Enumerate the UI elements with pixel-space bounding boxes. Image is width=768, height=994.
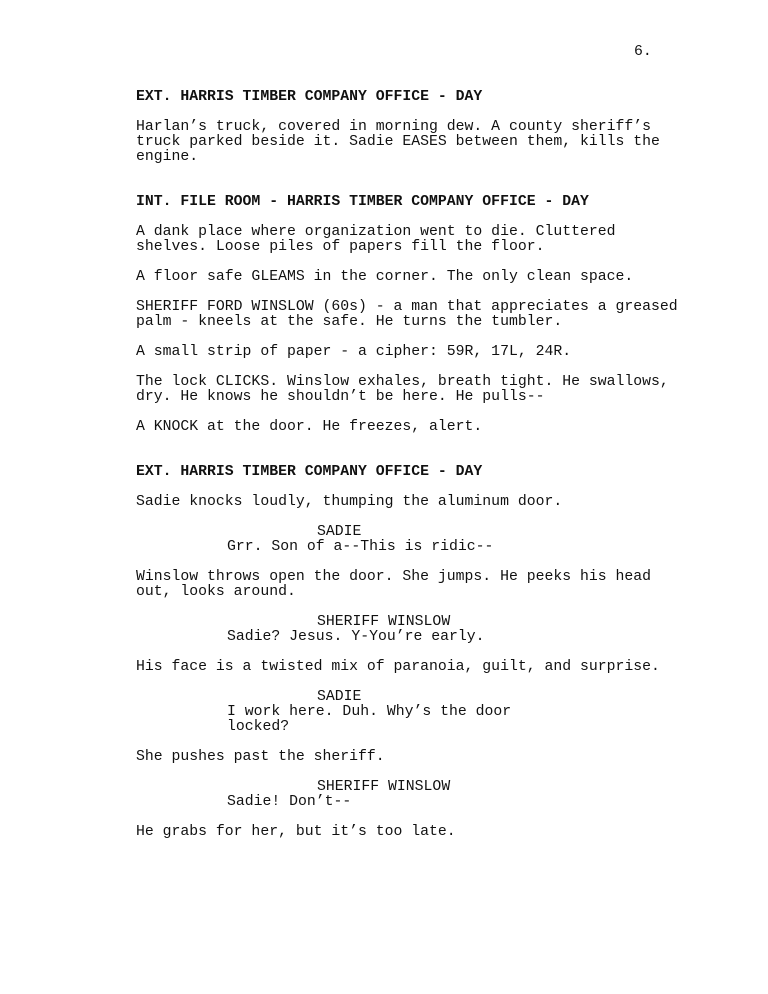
action-line: A KNOCK at the door. He freezes, alert.	[136, 419, 483, 435]
action-line: A dank place where organization went to die. Cluttered	[136, 224, 616, 240]
dialogue-line: Grr. Son of a--This is ridic--	[227, 539, 494, 555]
action-line: The lock CLICKS. Winslow exhales, breath tight. He swallows,	[136, 374, 669, 390]
character-name: SHERIFF WINSLOW	[317, 614, 451, 630]
action-line: A floor safe GLEAMS in the corner. The only clean space.	[136, 269, 634, 285]
action-line: SHERIFF FORD WINSLOW (60s) - a man that appreciates a greased	[136, 299, 678, 315]
dialogue-line: I work here. Duh. Why’s the door	[227, 704, 512, 720]
action-line: Sadie knocks loudly, thumping the aluminum door.	[136, 494, 563, 510]
character-name: SADIE	[317, 524, 362, 540]
scene-heading: EXT. HARRIS TIMBER COMPANY OFFICE - DAY	[136, 464, 483, 480]
action-line: His face is a twisted mix of paranoia, guilt, and surprise.	[136, 659, 660, 675]
character-name: SADIE	[317, 689, 362, 705]
action-line: truck parked beside it. Sadie EASES between them, kills the	[136, 134, 660, 150]
action-line: Harlan’s truck, covered in morning dew. A county sheriff’s	[136, 119, 652, 135]
action-line: shelves. Loose piles of papers fill the floor.	[136, 239, 545, 255]
dialogue-line: Sadie? Jesus. Y-You’re early.	[227, 629, 485, 645]
scene-heading: INT. FILE ROOM - HARRIS TIMBER COMPANY OFFICE - DAY	[136, 194, 589, 210]
action-line: palm - kneels at the safe. He turns the tumbler.	[136, 314, 563, 330]
page-number: 6.	[634, 44, 652, 60]
action-line: dry. He knows he shouldn’t be here. He pulls--	[136, 389, 545, 405]
scene-heading: EXT. HARRIS TIMBER COMPANY OFFICE - DAY	[136, 89, 483, 105]
character-name: SHERIFF WINSLOW	[317, 779, 451, 795]
action-line: out, looks around.	[136, 584, 296, 600]
action-line: engine.	[136, 149, 199, 165]
dialogue-line: locked?	[227, 719, 290, 735]
action-line: Winslow throws open the door. She jumps. He peeks his head	[136, 569, 652, 585]
action-line: She pushes past the sheriff.	[136, 749, 385, 765]
dialogue-line: Sadie! Don’t--	[227, 794, 352, 810]
action-line: A small strip of paper - a cipher: 59R, 17L, 24R.	[136, 344, 572, 360]
action-line: He grabs for her, but it’s too late.	[136, 824, 456, 840]
